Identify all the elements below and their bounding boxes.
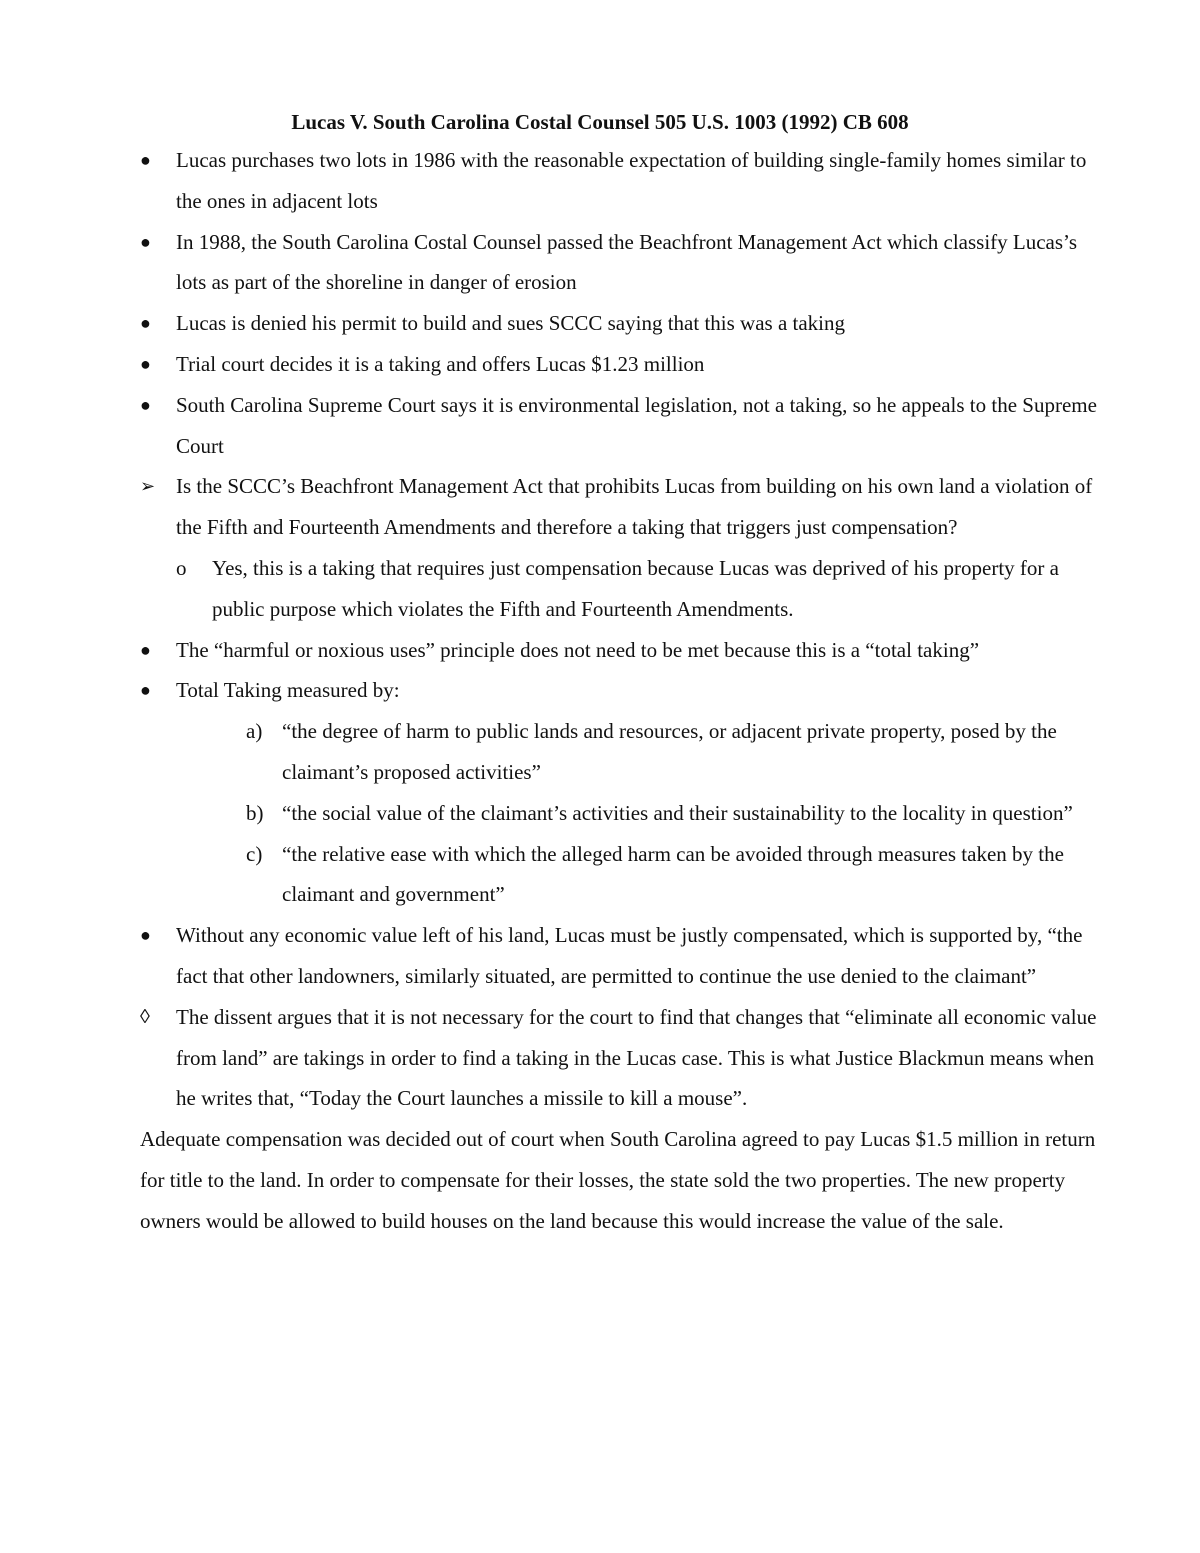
bullet-icon: ● <box>140 925 151 946</box>
list-item-text: Lucas is denied his permit to build and sues SCCC saying that this was a taking <box>176 311 846 336</box>
document-title: Lucas V. South Carolina Costal Counsel 505 U.S. 1003 (1992) CB 608 <box>291 110 909 134</box>
list-letter: c) <box>246 841 263 866</box>
list-item <box>140 915 1100 997</box>
list-item-text: Total Taking measured by: <box>176 678 400 703</box>
issue-text: Is the SCCC’s Beachfront Management Act that prohibits Lucas from building on his own land a violation of the Fifth and Fourteenth Amendments and therefore a taking that triggers just compensation? <box>176 474 1093 540</box>
list-item-text: Lucas purchases two lots in 1986 with the reasonable expectation of building single-family homes similar to the ones in adjacent lots <box>176 148 1087 213</box>
list-item-text: Trial court decides it is a taking and offers Lucas $1.23 million <box>176 351 705 376</box>
criteria-item <box>140 793 1100 834</box>
bullet-icon: ● <box>140 231 151 252</box>
bullet-icon: ● <box>140 353 151 374</box>
criteria-item <box>140 834 1100 916</box>
list-item <box>140 303 1100 344</box>
list-item <box>140 670 1100 711</box>
criteria-text: “the degree of harm to public lands and resources, or adjacent private property, posed by the claimant’s proposed activities” <box>282 719 1057 784</box>
list-item <box>140 140 1100 222</box>
list-item-text: In 1988, the South Carolina Costal Counsel passed the Beachfront Management Act which classify Lucas’s lots as part of the shoreline in danger of erosion <box>176 229 1078 295</box>
list-letter: b) <box>246 800 264 825</box>
arrow-icon: ➢ <box>140 476 156 497</box>
closing-paragraph: Adequate compensation was decided out of court when South Carolina agreed to pay Lucas $1.5 million in return for title to the land. In order to compensate for their losses, the state sold the two properties. The new property owners would be allowed to build houses on the land because this would increase the value of the sale. <box>140 1127 1096 1233</box>
bullet-icon: ● <box>140 680 151 701</box>
dissent-text: The dissent argues that it is not necessary for the court to find that changes that “eliminate all economic value from land” are takings in order to find a taking in the Lucas case. This is what Justice Blackmun means when he writes that, “Today the Court launches a missile to kill a mouse”. <box>176 1004 1097 1111</box>
bullet-icon: ● <box>140 394 151 415</box>
bullet-icon: ● <box>140 150 151 170</box>
criteria-item <box>140 711 1100 793</box>
list-item-text: Without any economic value left of his land, Lucas must be justly compensated, which is supported by, “the fact that other landowners, similarly situated, are permitted to continue the use denied to the claimant” <box>176 923 1083 988</box>
document-body <box>140 140 1100 1242</box>
bullet-icon: ● <box>140 639 151 660</box>
holding-item <box>140 548 1100 630</box>
criteria-text: “the social value of the claimant’s activities and their sustainability to the locality in question” <box>282 800 1073 825</box>
list-item <box>140 222 1100 304</box>
list-item-text: The “harmful or noxious uses” principle does not need to be met because this is a “total taking” <box>176 637 980 662</box>
list-item <box>140 385 1100 467</box>
list-letter: a) <box>246 719 263 744</box>
holding-text: Yes, this is a taking that requires just compensation because Lucas was deprived of his property for a public purpose which violates the Fifth and Fourteenth Amendments. <box>212 555 1059 621</box>
circle-bullet-icon: o <box>176 555 187 580</box>
list-item <box>140 344 1100 385</box>
bullet-icon: ● <box>140 313 151 334</box>
list-item <box>140 630 1100 671</box>
diamond-icon: ◊ <box>140 1005 150 1028</box>
list-item-text: South Carolina Supreme Court says it is environmental legislation, not a taking, so he appeals to the Supreme Court <box>176 392 1097 458</box>
issue-item <box>140 466 1100 548</box>
dissent-item <box>140 997 1100 1119</box>
criteria-text: “the relative ease with which the alleged harm can be avoided through measures taken by the claimant and government” <box>282 841 1064 907</box>
